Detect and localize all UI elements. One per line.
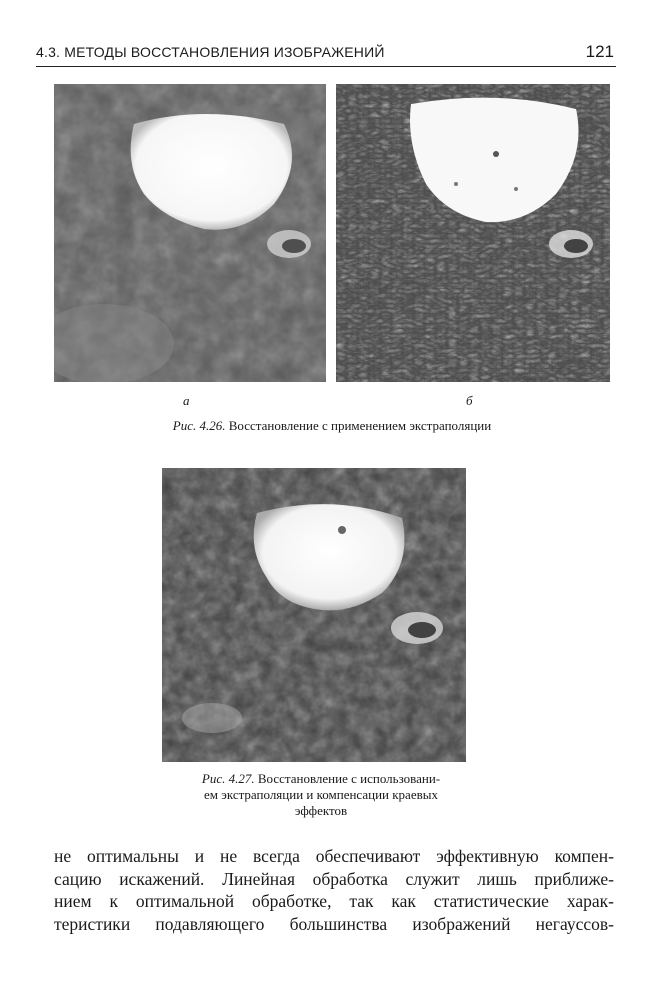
figure-4-27-line-3: эффектов <box>294 803 348 818</box>
figure-4-27-label: Рис. 4.27. <box>201 771 255 786</box>
panel-a-label: а <box>183 393 190 408</box>
figure-4-26b-image <box>336 84 610 382</box>
body-line: не оптимальны и не всегда обеспечивают эффективную компен- <box>54 846 614 866</box>
figure-4-27-line-2: ем экстраполяции и компенсации краевых <box>204 787 438 802</box>
body-paragraph <box>54 845 614 935</box>
figure-4-26-label: Рис. 4.26. <box>172 418 226 433</box>
figure-4-27-image <box>162 468 466 762</box>
panel-b-label: б <box>466 393 473 408</box>
figure-4-27-caption <box>162 771 480 819</box>
body-line: сацию искажений. Линейная обработка служит лишь приближе- <box>54 868 614 889</box>
figure-4-26-text: Восстановление с применением экстраполяции <box>228 418 492 433</box>
body-line: теристики подавляющего большинства изображений негауссов- <box>54 913 614 934</box>
page-number: 121 <box>585 42 614 61</box>
section-title: 4.3. МЕТОДЫ ВОССТАНОВЛЕНИЯ ИЗОБРАЖЕНИЙ <box>36 44 385 60</box>
body-line: нием к оптимальной обработке, так как статистические харак- <box>54 891 614 911</box>
figure-4-27-line-1: Восстановление с использовани- <box>257 771 441 786</box>
figure-4-26a-image <box>54 84 326 382</box>
running-header <box>36 40 616 67</box>
figure-4-26-caption <box>60 418 604 434</box>
